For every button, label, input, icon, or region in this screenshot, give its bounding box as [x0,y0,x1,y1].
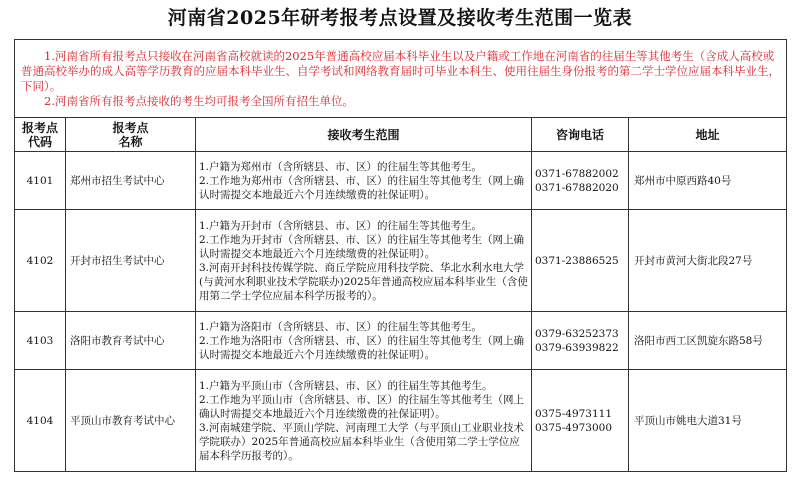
header-address: 地址 [629,118,787,152]
site-phone: 0371-23886525 [532,210,629,312]
exam-site-table [14,39,787,472]
note-2: 2.河南省所有报考点接收的考生均可报考全国所有招生单位。 [44,93,354,108]
header-scope: 接收考生范围 [196,118,532,152]
site-code: 4101 [15,152,66,210]
site-address: 洛阳市西工区凯旋东路58号 [629,312,787,370]
site-code: 4104 [15,370,66,472]
table-row [15,370,787,472]
header-code: 报考点 代码 [15,118,66,152]
notes-cell [15,40,787,118]
table-row [15,210,787,312]
site-code: 4103 [15,312,66,370]
site-name: 洛阳市教育考试中心 [66,312,196,370]
site-code: 4102 [15,210,66,312]
site-address: 平顶山市姚电大道31号 [629,370,787,472]
site-address: 郑州市中原西路40号 [629,152,787,210]
page-title: 河南省2025年研考报考点设置及接收考生范围一览表 [167,7,633,29]
header-phone: 咨询电话 [532,118,629,152]
site-phone: 0379-63252373 0379-63939822 [532,312,629,370]
notes-row [15,40,787,118]
header-name: 报考点 名称 [66,118,196,152]
header-row [15,118,787,152]
table-row [15,152,787,210]
site-phone: 0375-4973111 0375-4973000 [532,370,629,472]
site-scope: 1.户籍为郑州市（含所辖县、市、区）的往届生等其他考生。 2.工作地为郑州市（含所辖县、市、区）的往届生等其他考生（网上确认时需提交本地最近六个月连续缴费的社保证明）。 [196,152,532,210]
table-row [15,312,787,370]
site-phone: 0371-67882002 0371-67882020 [532,152,629,210]
site-name: 开封市招生考试中心 [66,210,196,312]
site-scope: 1.户籍为开封市（含所辖县、市、区）的往届生等其他考生。 2.工作地为开封市（含所辖县、市、区）的往届生等其他考生（网上确认时需提交本地最近六个月连续缴费的社保证明）。 3.河南开封科技传媒学院、商丘学院应用科技学院、华北水利水电大学(与黄河水利职业技术学院联办)2025年普通高校应届本科毕业生（含使用第二学士学位应届本科学历报考的）。 [196,210,532,312]
site-name: 平顶山市教育考试中心 [66,370,196,472]
site-address: 开封市黄河大街北段27号 [629,210,787,312]
note-1: 1.河南省所有报考点只接收在河南省高校就读的2025年普通高校应届本科毕业生以及户籍或工作地在河南省的往届生等其他考生（含成人高校或普通高校举办的成人高等学历教育的应届本科毕业生、自学考试和网络教育届时可毕业本科生、使用往届生身份报考的第二学士学位应届本科毕业生，下同）。 [21,48,780,93]
site-scope: 1.户籍为平顶山市（含所辖县、市、区）的往届生等其他考生。 2.工作地为平顶山市（含所辖县、市、区）的往届生等其他考生（网上确认时需提交本地最近六个月连续缴费的社保证明）。 3.河南城建学院、平顶山学院、河南理工大学（与平顶山工业职业技术学院联办）2025年普通高校应届本科毕业生（含使用第二学士学位应届本科学历报考的）。 [196,370,532,472]
site-scope: 1.户籍为洛阳市（含所辖县、市、区）的往届生等其他考生。 2.工作地为洛阳市（含所辖县、市、区）的往届生等其他考生（网上确认时需提交本地最近六个月连续缴费的社保证明）。 [196,312,532,370]
site-name: 郑州市招生考试中心 [66,152,196,210]
